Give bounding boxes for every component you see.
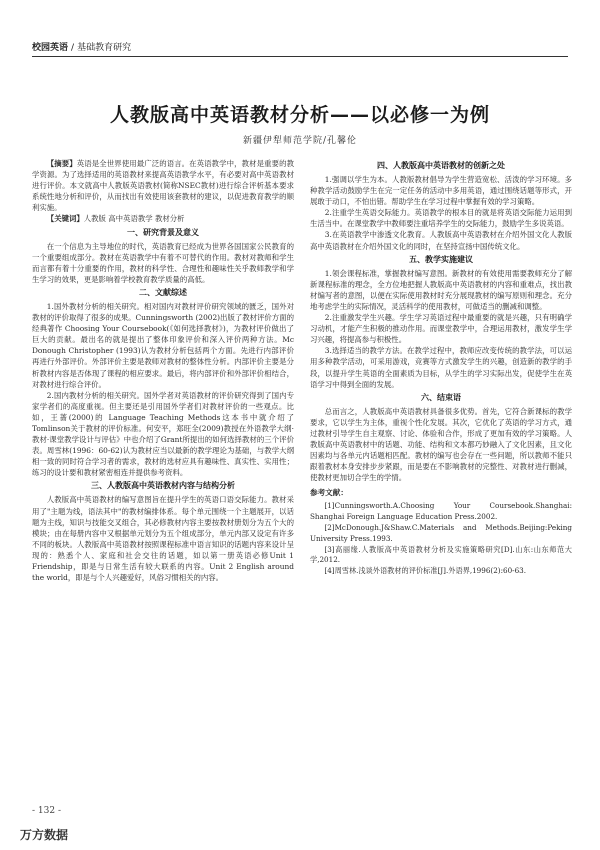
journal-name: 校园英语 xyxy=(32,43,69,53)
page-number: - 132 - xyxy=(32,806,61,816)
paragraph: 在一个信息为主导地位的时代，英语教育已经成为世界各国国家公民教育的一个重要组成部分。教材在英语教学中有着不可替代的作用。教材对教师和学生而言都有着十分重要的作用，教材的科学性、合理性和趣味性关乎教师教学和学生学习的效果，更是影响着学校教育教学质量的高低。 xyxy=(32,241,294,284)
section-heading: 三、人教版高中英语教材内容与结构分析 xyxy=(91,481,235,491)
header-separator: / xyxy=(71,43,75,53)
paragraph: 人教版高中英语教材的编写意图旨在提升学生的英语口语交际能力。教材采用了"主题为线，语法其中"的教材编排体系。每个单元围绕一个主题展开，以话题为主线，知识与技能交叉组合，其必修教材内容主要按教材册划分为五个大的模块；由在每册内容中又根据单元划分为五个组成部分，单元内部又设定有许多不同的板块。人教版高中英语教材按照课程标准中语言知识的话题内容来设计呈现的：熟悉个人、家庭和社会交往的话题，如以第一册英语必修Unit 1 Friendship，即是与日常生活有较大联系的内容。Unit 2 English around the world，即是与个人兴趣爱好，风俗习惯相关的内容。 xyxy=(32,495,294,583)
reference-item: [1]Cunningsworth.A.Choosing Your Coursebook.Shanghai: Shanghai Foreign Language Education Press.2002. xyxy=(310,501,572,522)
keywords xyxy=(32,213,294,224)
paragraph: 2.国内教材分析的相关研究。国外学者对英语教材的评价研究得到了国内专家学者们的高度重视。但主要还是引用国外学者们对教材评价的一些观点。比如，王蔷(2000)的 Language Teaching Methods这本书中就介绍了Tomlinson关于教材的评价标准。何安平，郑旺全(2009)教授在外语教学大纲·教材·课堂教学设计与评估》中也介绍了Grant所提出的如何选择教材的三个评价表。周雪林(1996：60-62)认为教材应当以最新的教学理论为基础，与教学大纲相一致的同时符合学习者的需求，教材的选材应具有趣味性、真实性、实用性；练习的设计要和教材紧密相连并提供参考资料。 xyxy=(32,390,294,478)
article-title: 人教版高中英语教材分析——以必修一为例 xyxy=(109,104,490,126)
reference-item: [3]高丽缘.人教版高中英语教材分析及实施策略研究[D].山东:山东师范大学,2012. xyxy=(310,544,572,565)
reference-item: [2]McDonough.J&Shaw.C.Materials and Methods.Beijing:Peking University Press.1993. xyxy=(310,523,572,543)
section-heading: 一、研究背景及意义 xyxy=(127,227,199,237)
paragraph: 3.在英语教学中渗透文化教育。人教版高中英语教材在介绍外国文化人教版高中英语教材在介绍外国文化的同时，在坚持宣扬中国传统文化。 xyxy=(310,230,572,251)
paragraph: 2.注重学生英语交际能力。英语教学的根本目的就是将英语交际能力运用到生活当中。在课堂教学中教师要注重培养学生的交际能力，鼓励学生多说英语。 xyxy=(310,208,572,229)
header-divider xyxy=(32,56,568,57)
paragraph: 1.领会课程标准，掌握教材编写意图。新教材的有效使用需要教师充分了解新课程标准的理念，全方位地把握人教版高中英语教材的内容和重难点，找出教材编写者的意图，以便在实际使用教材时充分展现教材的编写原则和理念。充分地考虑学生的实际情况，灵活科学的使用教材，可做适当的删减和调整。 xyxy=(310,268,572,311)
right-column xyxy=(310,158,572,577)
section-heading: 四、人教版高中英语教材的创新之处 xyxy=(377,161,505,170)
paragraph: 1.国外教材分析的相关研究。相对国内对教材评价研究领域的匮乏，国外对教材的评价取得了很多的成果。Cunningsworth (2002)出版了教材评价方面的经典著作 Choosing Your Coursebook(《如何选择教材》)，为教材评价做出了巨大的贡献。最出名的就是提出了整体印象评价和深入评价两种方法。Mc Donough Christopher (1993)认为教材分析包括两个方面。先进行内部评价再进行外部评价。外部评价主要是教师对教材的整体性分析。内部评价主要是分析教材内容是否体现了课程的相应要求。最后，将内部评价和外部评价相结合，对教材进行综合评价。 xyxy=(32,301,294,389)
keywords-text: 人教版 高中英语教学 教材分析 xyxy=(83,214,185,224)
references-title: 参考文献： xyxy=(310,488,348,498)
left-column xyxy=(32,158,294,583)
paragraph: 3.选择适当的教学方法。在教学过程中，教师应改变传统的教学法，可以运用多种教学活动，可采用游戏，竞赛等方式激发学生的兴趣，创造新的教学的手段，以提升学生英语的全面素质为目标，从学生的学习实际出发，促使学生在英语学习中得到全面的发展。 xyxy=(310,346,572,389)
section-heading: 六、结束语 xyxy=(421,392,461,402)
abstract-label: 【摘要】 xyxy=(46,159,77,168)
abstract-text: 英语是全世界使用最广泛的语言。在英语教学中，教材是重要的教学资源。为了选择适用的英语教材来提高英语教学水平，有必要对高中英语教材进行评价。本文就高中人教版英语教材(简称NSEC教材)进行综合评析基本要求系统性地分析和评价，从而找出有效使用该套教材的建议，以促进教育教学的顺利实施。 xyxy=(32,159,294,213)
paragraph: 总而言之，人教版高中英语教材具备很多优势。首先，它符合新课标的教学要求，它以学生为主体，重视个性化发展。其次，它优化了英语的学习方式，通过教材引导学生自主观察、讨论、体验和合作，形成了更加有效的学习策略。人教版高中英语教材中的话题、功能、结构和文本都巧妙融入了文化因素，且文化因素均与各单元内话题相匹配。教材的编写也会存在一些问题，所以教师不能只跟着教材本身安排步步紧跟，而是要在不影响教材的完整性、对教材进行删减，使教材更加切合学生的学情。 xyxy=(310,406,572,483)
reference-item: [4]周雪林.浅谈外语教材的评价标准[J].外语界,1996(2):60-63. xyxy=(324,566,527,576)
journal-header xyxy=(32,40,131,53)
article-authors: 新疆伊犁师范学院/孔馨伦 xyxy=(242,136,358,146)
abstract xyxy=(32,158,294,213)
keywords-label: 【关键词】 xyxy=(46,214,84,224)
section-name: 基础教育研究 xyxy=(77,43,132,53)
section-heading: 五、教学实施建议 xyxy=(409,254,473,264)
source-watermark: 万方数据 xyxy=(20,828,69,842)
paragraph: 1.强调以学生为本。人教版教材倡导为学生营造宽松、活泼的学习环境。多种教学活动鼓励学生在完一定任务的活动中多用英语，通过围绕话题等形式，开展敢于动口，不怕出错。帮助学生在学习过程中掌握有效的学习策略。 xyxy=(310,175,572,207)
section-heading: 二、文献综述 xyxy=(139,287,187,297)
paragraph: 2.注重激发学生兴趣。学生学习英语过程中最重要的就是兴趣，只有明确学习动机，才能产生积极的推动作用。而课堂教学中，合理运用教材，激发学生学习兴趣，将提高参与积极性。 xyxy=(310,313,572,345)
